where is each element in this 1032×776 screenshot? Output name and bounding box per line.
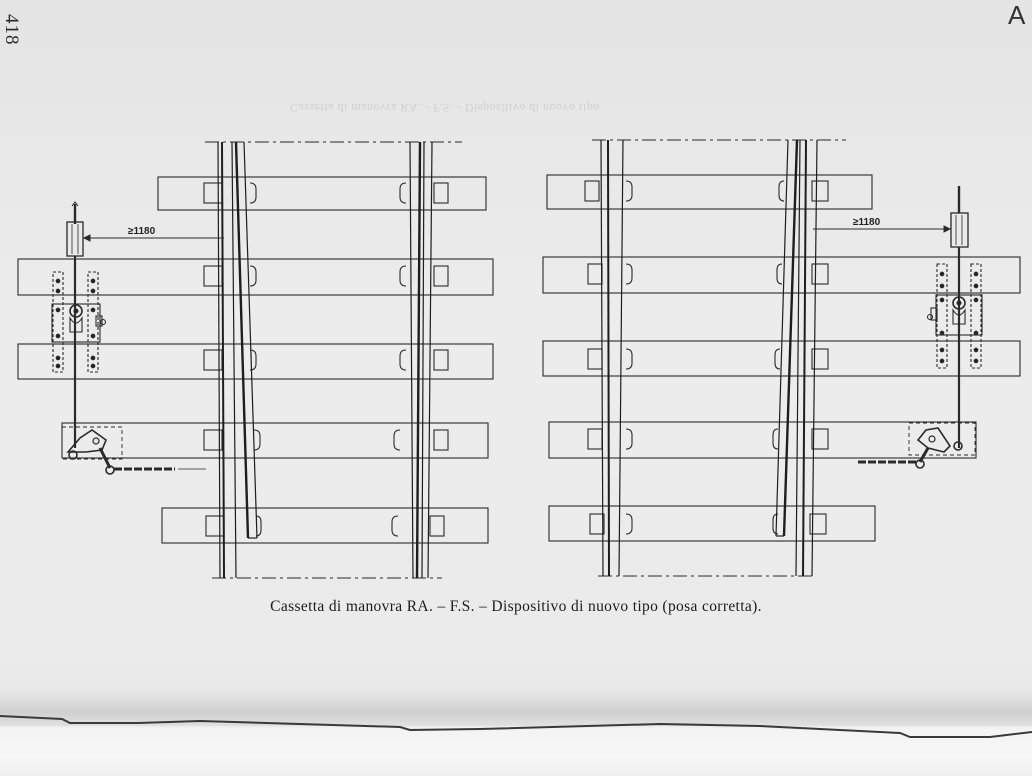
figure-caption: Cassetta di manovra RA. – F.S. – Dispositivo di nuovo tipo (posa corretta). — [270, 598, 762, 615]
switch-blade-right-1 — [776, 140, 797, 536]
dimension-label-right: ≥1180 — [853, 217, 881, 228]
stock-rail-right-1 — [601, 140, 623, 576]
stock-rail-left-1 — [218, 142, 236, 578]
page-number: 418 — [1, 14, 22, 46]
stock-rail-right-2 — [796, 140, 817, 576]
crank-mechanism-right — [858, 423, 975, 468]
crank-mechanism-left — [62, 427, 206, 474]
dimension-line-left — [84, 226, 224, 241]
dimension-line-right — [813, 217, 950, 232]
stock-rail-left-2 — [410, 142, 432, 578]
left-switch-drawing — [18, 142, 493, 578]
right-switch-drawing — [543, 140, 1020, 576]
dimension-label-left: ≥1180 — [128, 226, 156, 237]
bleed-through-text: Cassetta di manovra RA. - F.S. - Dispositivo di nuovo tipo — [290, 101, 600, 115]
operating-box-left — [52, 272, 106, 372]
corner-mark: A — [1008, 0, 1026, 30]
operating-rod-left — [67, 202, 83, 448]
operating-box-right — [928, 264, 983, 368]
